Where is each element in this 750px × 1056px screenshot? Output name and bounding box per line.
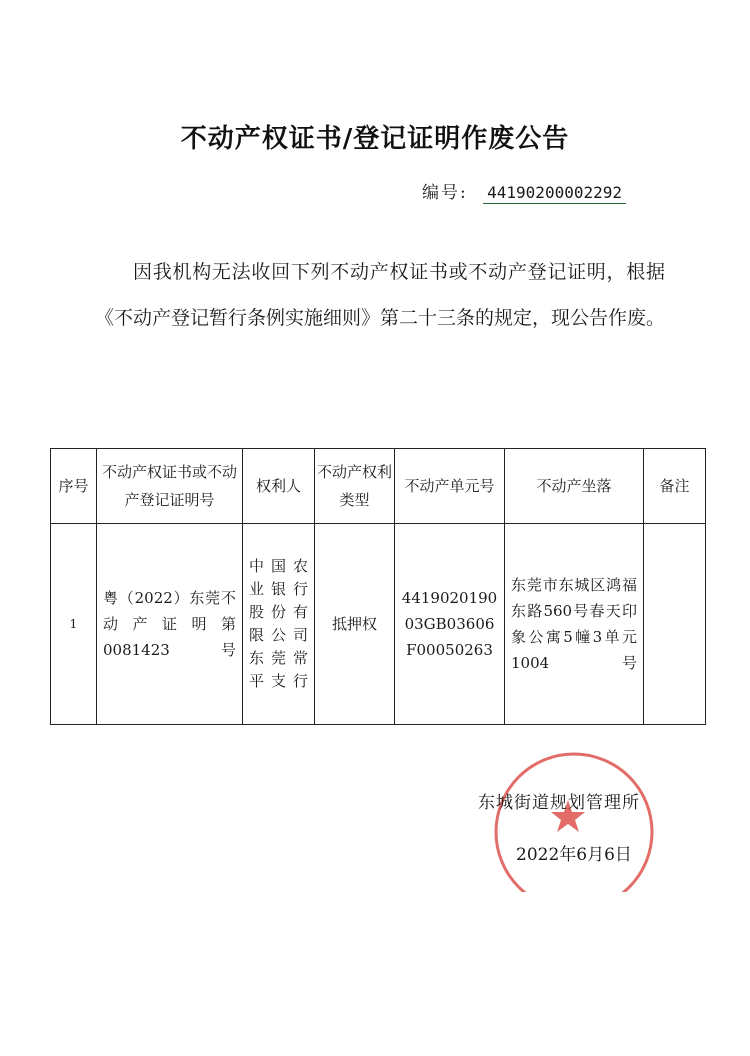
cell-right-type: 抵押权 <box>315 524 395 725</box>
header-right-type: 不动产权利类型 <box>315 449 395 524</box>
cell-index: 1 <box>51 524 97 725</box>
table-row <box>51 524 706 725</box>
header-index: 序号 <box>51 449 97 524</box>
cell-cert-no: 粤（2022）东莞不动产证明第0081423号 <box>97 524 243 725</box>
header-remark: 备注 <box>644 449 706 524</box>
serial-label: 编号: <box>422 183 468 203</box>
cell-unit-no <box>395 524 505 725</box>
serial-number <box>422 178 626 204</box>
page-title: 不动产权证书/登记证明作废公告 <box>180 124 570 154</box>
cell-location: 东莞市东城区鸿福东路560号春天印象公寓5幢3单元1004号 <box>505 524 644 725</box>
unit-no-line-3: F00050263 <box>406 641 493 659</box>
header-location: 不动产坐落 <box>505 449 644 524</box>
header-unit-no: 不动产单元号 <box>395 449 505 524</box>
issue-date: 2022年6月6日 <box>516 845 632 865</box>
unit-no-line-2: 03GB03606 <box>404 615 495 633</box>
table-header-row <box>51 449 706 524</box>
official-seal-icon <box>484 742 664 892</box>
cell-holder: 中国农业银行股份有限公司东莞常平支行 <box>243 524 315 725</box>
certificate-table <box>50 448 706 725</box>
cell-remark <box>644 524 706 725</box>
unit-no-line-1: 4419020190 <box>401 589 498 607</box>
header-cert-no: 不动产权证书或不动产登记证明号 <box>97 449 243 524</box>
serial-value: 44190200002292 <box>483 183 626 204</box>
header-holder: 权利人 <box>243 449 315 524</box>
announcement-body: 因我机构无法收回下列不动产权证书或不动产登记证明，根据《不动产登记暂行条例实施细则》第二十三条的规定，现公告作废。 <box>95 261 666 329</box>
issuing-organization: 东城街道规划管理所 <box>478 793 640 813</box>
